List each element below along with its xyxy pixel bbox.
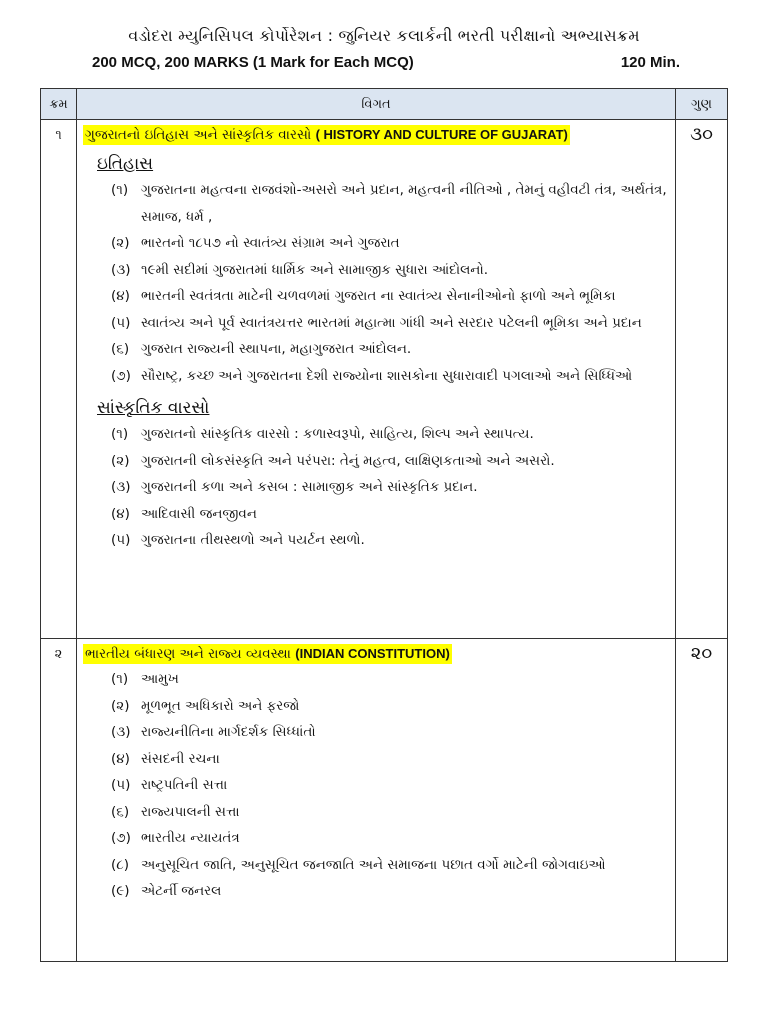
section-heading-en: ( HISTORY AND CULTURE OF GUJARAT): [315, 127, 568, 142]
item-number: (૧): [111, 426, 129, 442]
item-number: (૩): [111, 479, 131, 495]
list-item: [83, 746, 667, 773]
subsection-title: ઇતિહાસ: [97, 154, 154, 174]
item-number: (૩): [111, 724, 131, 740]
item-number: (૨): [111, 235, 130, 251]
list-item: [83, 878, 667, 905]
item-number: (૮): [111, 856, 129, 873]
item-text: રાજ્યનીતિના માર્ગદર્શક સિધ્ધાંતો: [141, 724, 316, 740]
section-heading-gu: ભારતીય બંધારણ અને રાજ્ય વ્યવસ્થા: [85, 646, 291, 662]
item-number: (૯): [111, 883, 130, 899]
list-item: [83, 719, 667, 746]
section-heading: [83, 125, 570, 145]
item-number: (૭): [111, 367, 131, 384]
item-text: આદિવાસી જનજીવન: [141, 505, 257, 522]
list-item: [83, 336, 667, 363]
section-number: ૨: [41, 639, 77, 962]
list-item: [83, 230, 667, 257]
item-number: (૭): [111, 830, 131, 846]
section-heading-gu: ગુજરાતનો ઇતિહાસ અને સાંસ્કૃતિક વારસો: [85, 127, 312, 143]
subsection-title: સાંસ્કૃતિક વારસો: [97, 398, 210, 418]
list-item: [83, 363, 667, 390]
item-number: (૫): [111, 532, 131, 548]
list-item: [83, 693, 667, 720]
section-number: ૧: [41, 120, 77, 639]
item-text: એટર્ની જનરલ: [141, 883, 222, 899]
table-header-row: [41, 89, 728, 120]
item-number: (૬): [111, 341, 130, 357]
item-number: (૧): [111, 182, 129, 198]
list-item: [83, 421, 667, 448]
item-text: ગુજરાતનો સાંસ્કૃતિક વારસો : કળાસ્વરૂપો, સાહિત્ય, શિલ્પ અને સ્થાપત્ય.: [141, 426, 534, 442]
item-text: સંસદની રચના: [141, 750, 220, 767]
item-text: ૧૯મી સદીમાં ગુજરાતમાં ધાર્મિક અને સામાજીક સુધારા આંદોલનો.: [141, 261, 489, 278]
section-heading: [83, 644, 452, 664]
topic-list: [83, 421, 667, 554]
item-text: સૌરાષ્ટ્ર, કચ્છ અને ગુજરાતના દેશી રાજ્યોના શાસકોના સુધારાવાદી પગલાઓ અને સિધ્ધિઓ: [141, 367, 633, 384]
list-item: [83, 283, 667, 310]
item-text: રાષ્ટ્રપતિની સત્તા: [141, 777, 228, 793]
item-text: અનુસૂચિત જાતિ, અનુસૂચિત જનજાતિ અને સમાજના પછાત વર્ગો માટેની જોગવાઇઓ: [141, 856, 606, 873]
item-number: (૩): [111, 261, 131, 278]
document-title: વડોદરા મ્યુનિસિપલ કોર્પોરેશન : જુનિયર કલાર્કની ભરતી પરીક્ષાનો અભ્યાસક્રમ: [128, 26, 640, 45]
item-text: ગુજરાત રાજ્યની સ્થાપના, મહાગુજરાત આંદોલન.: [141, 341, 412, 357]
column-header-no: ક્રમ: [41, 89, 77, 120]
item-text: ગુજરાતના તીથસ્થળો અને પયર્ટન સ્થળો.: [141, 532, 365, 548]
item-number: (૪): [111, 288, 130, 304]
list-item: [83, 474, 667, 501]
column-header-details: વિગત: [77, 89, 676, 120]
item-text: મૂળભૂત અધિકારો અને ફરજો: [141, 697, 300, 714]
list-item: [83, 527, 667, 554]
table-row: [41, 120, 728, 639]
item-text: આમુખ: [141, 671, 179, 687]
section-marks: ૨૦: [676, 639, 728, 962]
list-item: [83, 852, 667, 879]
syllabus-table: [40, 88, 728, 962]
item-text: ગુજરાતના મહત્વના રાજવંશો-અસરો અને પ્રદાન, મહત્વની નીતિઓ , તેમનું વહીવટી તંત્ર, અર્થતંત્ર, સમાજ, ધર્મ ,: [141, 182, 667, 225]
list-item: [83, 799, 667, 826]
list-item: [83, 257, 667, 284]
item-text: ગુજરાતની કળા અને કસબ : સામાજીક અને સાંસ્કૃતિક પ્રદાન.: [141, 479, 478, 495]
item-text: ભારતનો ૧૮૫૭ નો સ્વાતંત્ર્ય સંગ્રામ અને ગુજરાત: [141, 235, 400, 251]
topic-list: [83, 177, 667, 389]
list-item: [83, 772, 667, 799]
section-heading-en: (INDIAN CONSTITUTION): [295, 646, 450, 661]
item-text: ગુજરાતની લોકસંસ્કૃતિ અને પરંપરા: તેનું મહત્વ, લાક્ષિણકતાઓ અને અસરો.: [141, 452, 555, 469]
marks-info: 200 MCQ, 200 MARKS (1 Mark for Each MCQ): [92, 54, 414, 71]
list-item: [83, 177, 667, 230]
item-number: (૫): [111, 314, 131, 331]
list-item: [83, 448, 667, 475]
duration: 120 Min.: [620, 54, 680, 71]
item-text: રાજ્યપાલની સત્તા: [141, 803, 240, 820]
topic-list: [83, 666, 667, 905]
item-number: (૨): [111, 697, 130, 714]
list-item: [83, 666, 667, 693]
item-text: સ્વાતંત્ર્ય અને પૂર્વ સ્વાતંત્રયત્તર ભારતમાં મહાત્મા ગાંધી અને સરદાર પટેલની ભૂમિકા અને પ્રદાન: [141, 314, 642, 331]
list-item: [83, 501, 667, 528]
column-header-marks: ગુણ: [676, 89, 728, 120]
item-text: ભારતીય ન્યાયતંત્ર: [141, 830, 240, 846]
item-text: ભારતની સ્વતંત્રતા માટેની ચળવળમાં ગુજરાત ના સ્વાતંત્ર્ય સેનાનીઓનો ફાળો અને ભૂમિકા: [141, 288, 616, 304]
section-content: [77, 120, 676, 639]
table-row: [41, 639, 728, 962]
list-item: [83, 310, 667, 337]
item-number: (૧): [111, 671, 129, 687]
section-content: [77, 639, 676, 962]
item-number: (૬): [111, 803, 130, 820]
item-number: (૨): [111, 452, 130, 469]
list-item: [83, 825, 667, 852]
section-marks: ૩૦: [676, 120, 728, 639]
item-number: (૪): [111, 505, 130, 522]
item-number: (૪): [111, 750, 130, 767]
item-number: (૫): [111, 777, 131, 793]
exam-info: [92, 54, 680, 71]
